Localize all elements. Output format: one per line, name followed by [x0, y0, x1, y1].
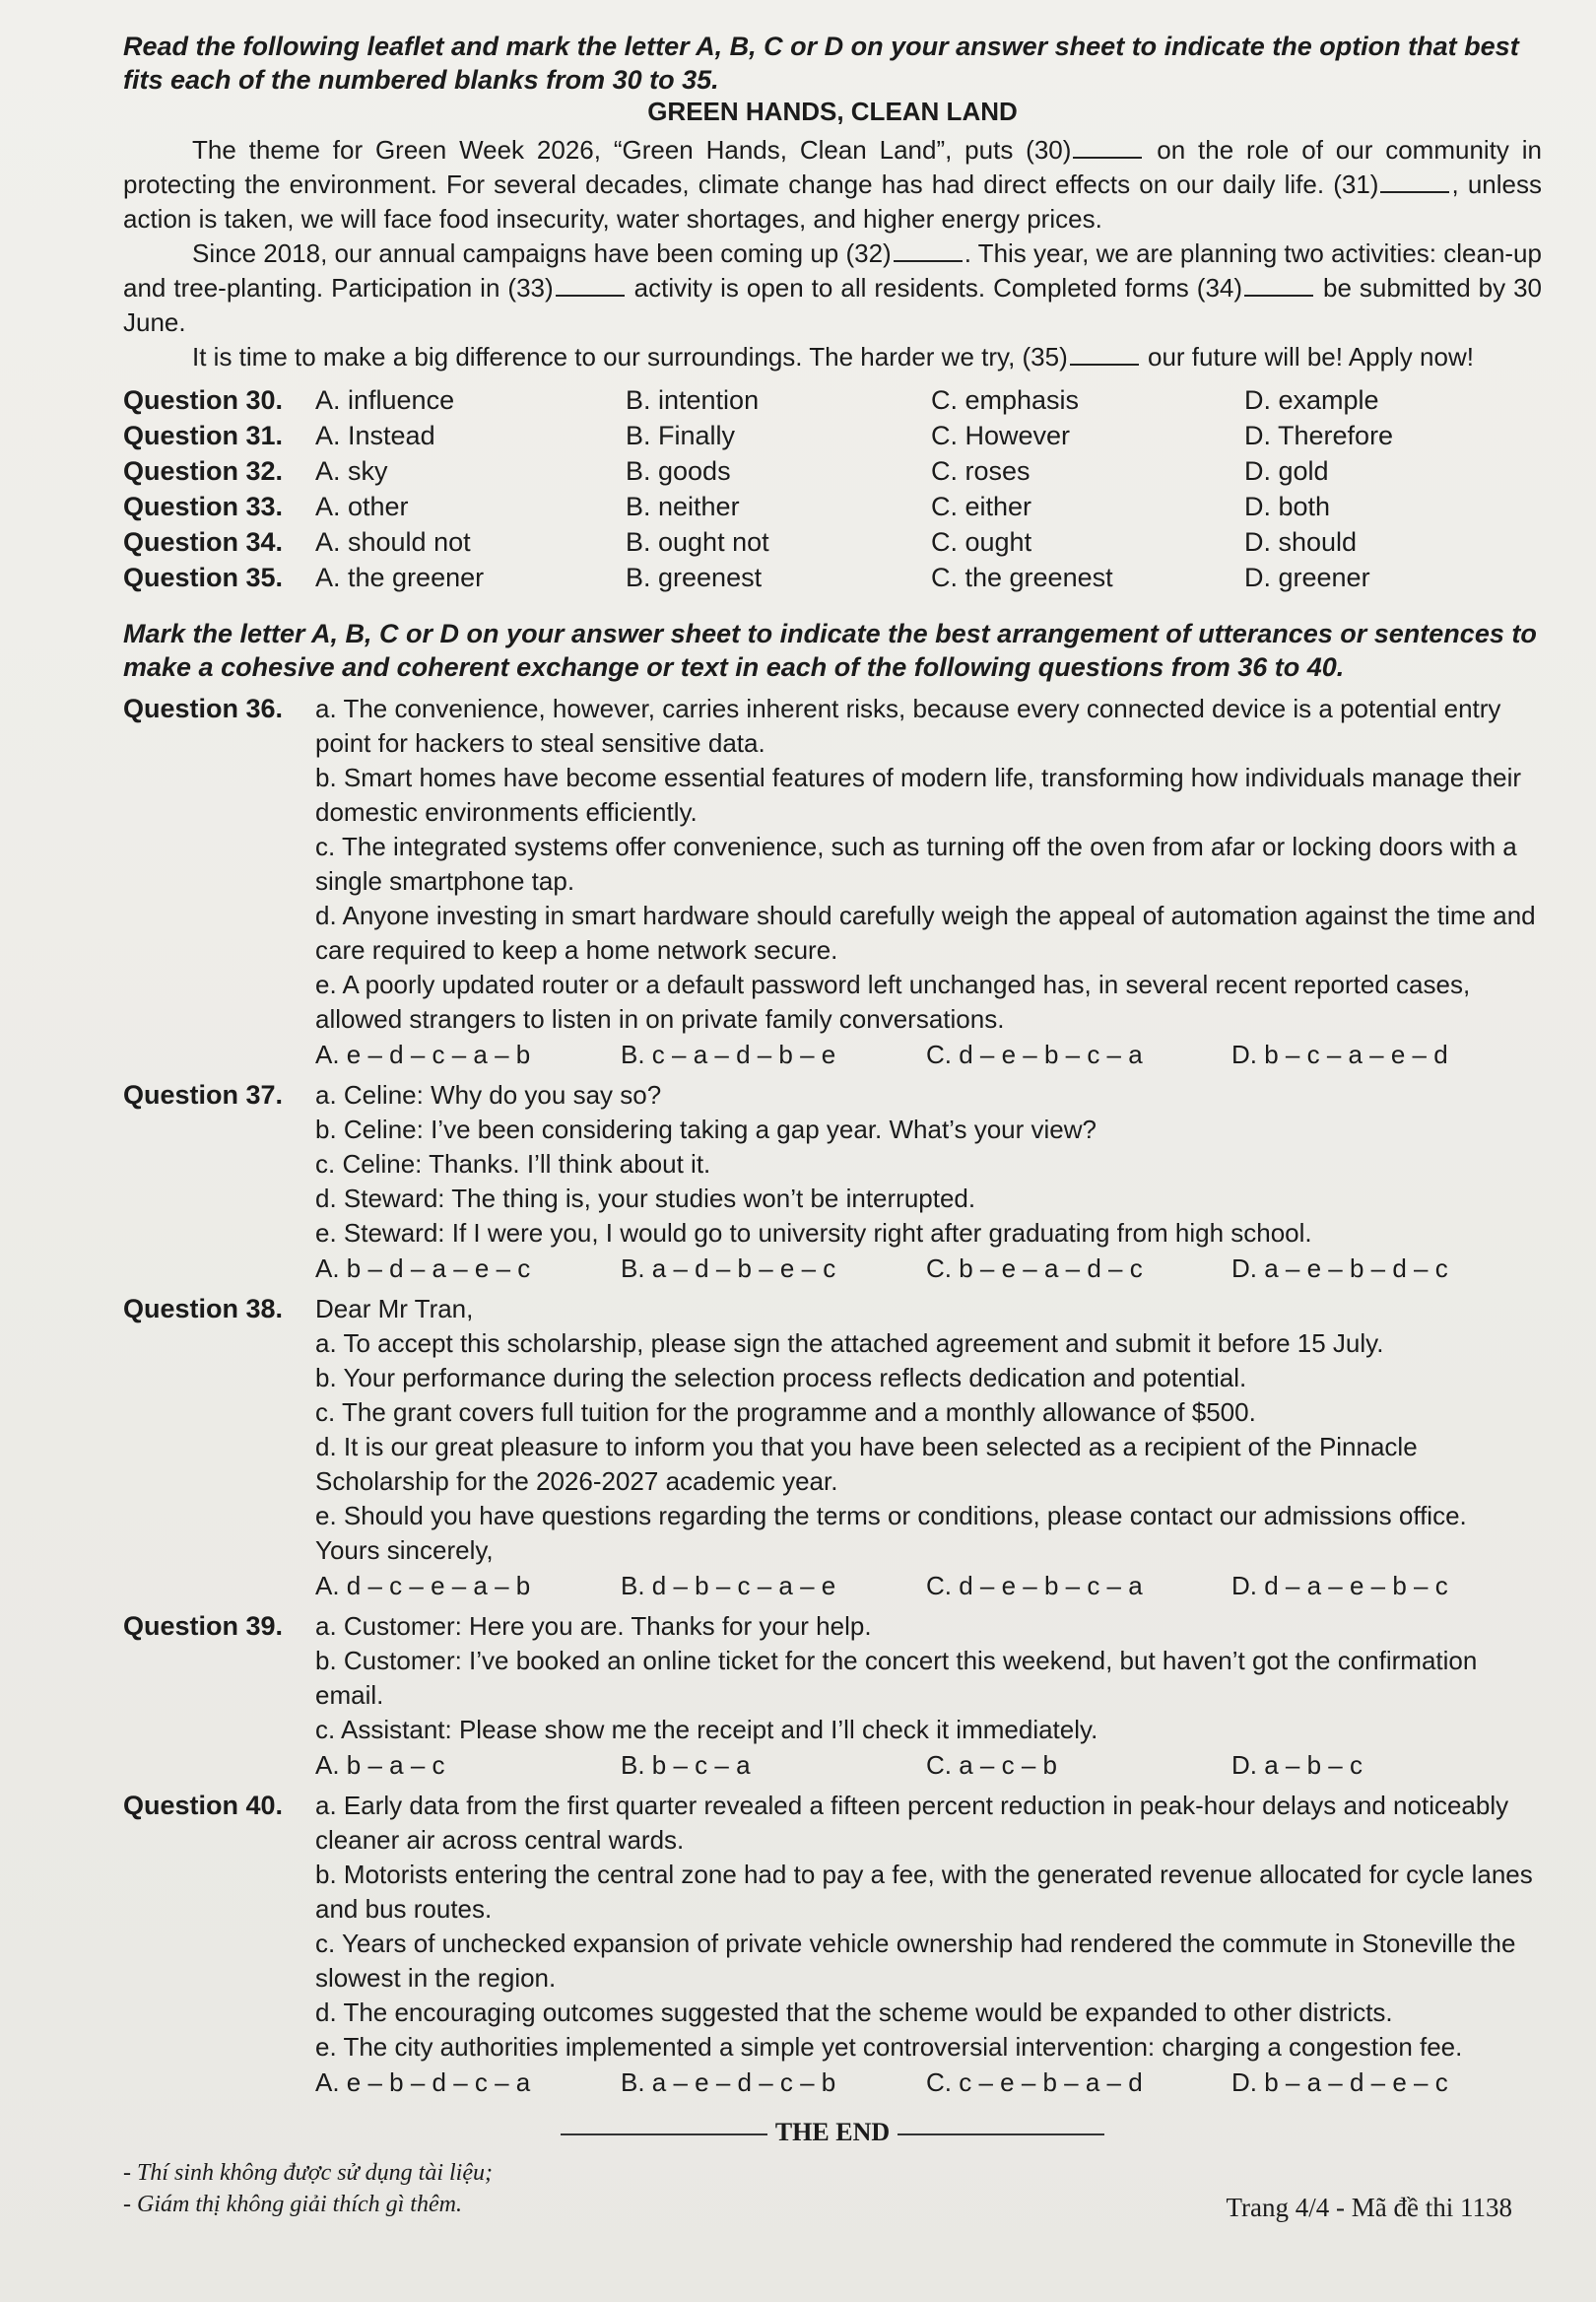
question-30	[123, 382, 1542, 418]
blank-line	[556, 294, 625, 297]
option-d[interactable]: D. a – e – b – d – c	[1231, 1253, 1448, 1283]
leaflet-paragraph-1	[123, 133, 1542, 237]
sentence-item: d. The encouraging outcomes suggested that the scheme would be expanded to other districts.	[315, 1997, 1393, 2027]
option-a[interactable]: A. should not	[315, 527, 471, 557]
question-label: Question 30.	[123, 385, 284, 415]
text-run: Since 2018, our annual campaigns have been coming up (32)	[192, 238, 892, 268]
text-run: on the role of our community in protecting the environment. For several decades, climate change has had direct effects on our daily life. (31)	[123, 135, 1542, 199]
sentence-item: c. Years of unchecked expansion of private vehicle ownership had rendered the commute in Stoneville the slowest in the region.	[315, 1929, 1516, 1993]
text-run: our future will be! Apply now!	[1140, 342, 1474, 372]
text-run: The theme for Green Week 2026, “Green Hands, Clean Land”, puts (30)	[192, 135, 1072, 165]
question-39	[123, 1609, 1542, 1783]
page-content	[123, 30, 1542, 2220]
question-label: Question 38.	[123, 1294, 284, 1323]
sentence-item: c. The integrated systems offer convenience, such as turning off the oven from afar or locking doors with a single smartphone tap.	[315, 832, 1517, 896]
option-d[interactable]: D. gold	[1244, 456, 1329, 486]
utterance-item: a. Customer: Here you are. Thanks for your help.	[315, 1611, 872, 1641]
utterance-item: c. Celine: Thanks. I’ll think about it.	[315, 1149, 711, 1179]
letter-closing: Yours sincerely,	[315, 1535, 494, 1565]
option-b[interactable]: B. greenest	[626, 563, 763, 592]
option-d[interactable]: D. greener	[1244, 563, 1370, 592]
sentence-item: a. Early data from the first quarter revealed a fifteen percent reduction in peak-hour delays and noticeably cleaner air across central wards.	[315, 1791, 1509, 1855]
option-d[interactable]: D. d – a – e – b – c	[1231, 1571, 1448, 1600]
option-d[interactable]: D. b – a – d – e – c	[1231, 2067, 1448, 2097]
mcq-list	[123, 382, 1542, 595]
page-footer: Trang 4/4 - Mã đề thi 1138	[1226, 2193, 1512, 2222]
option-d[interactable]: D. Therefore	[1244, 421, 1394, 450]
option-a[interactable]: A. b – d – a – e – c	[315, 1253, 531, 1283]
option-a[interactable]: A. other	[315, 492, 409, 521]
sentence-item: e. A poorly updated router or a default password left unchanged has, in several recent reported cases, allowed strangers to listen in on private family conversations.	[315, 970, 1471, 1034]
question-label: Question 36.	[123, 694, 284, 723]
question-label: Question 35.	[123, 563, 284, 592]
option-d[interactable]: D. b – c – a – e – d	[1231, 1040, 1448, 1069]
utterance-item: b. Customer: I’ve booked an online ticket for the concert this weekend, but haven’t got the confirmation email.	[315, 1646, 1478, 1710]
sentence-item: e. Should you have questions regarding the terms or conditions, please contact our admissions office.	[315, 1501, 1467, 1530]
utterance-item: d. Steward: The thing is, your studies won’t be interrupted.	[315, 1184, 976, 1213]
blank-line	[1244, 294, 1313, 297]
option-c[interactable]: C. d – e – b – c – a	[926, 1571, 1143, 1600]
blank-line	[1073, 156, 1142, 159]
leaflet-paragraph-2	[123, 237, 1542, 340]
question-35	[123, 560, 1542, 595]
utterance-item: a. Celine: Why do you say so?	[315, 1080, 662, 1110]
leaflet-paragraph-3	[123, 340, 1542, 374]
option-c[interactable]: C. ought	[931, 527, 1032, 557]
utterance-item: b. Celine: I’ve been considering taking a gap year. What’s your view?	[315, 1115, 1097, 1144]
sentence-item: b. Motorists entering the central zone had to pay a fee, with the generated revenue allocated for cycle lanes and bus routes.	[315, 1860, 1533, 1924]
option-a[interactable]: A. sky	[315, 456, 388, 486]
sentence-item: e. The city authorities implemented a simple yet controversial intervention: charging a congestion fee.	[315, 2032, 1463, 2062]
answer-options	[315, 1747, 1542, 1783]
the-end-marker	[123, 2118, 1542, 2147]
utterance-item: e. Steward: If I were you, I would go to university right after graduating from high school.	[315, 1218, 1312, 1248]
sentence-item: d. It is our great pleasure to inform you that you have been selected as a recipient of the Pinnacle Scholarship for the 2026-2027 academic year.	[315, 1432, 1418, 1496]
question-label: Question 34.	[123, 527, 284, 557]
question-40	[123, 1789, 1542, 2100]
question-label: Question 32.	[123, 456, 284, 486]
question-38	[123, 1292, 1542, 1603]
option-c[interactable]: C. However	[931, 421, 1071, 450]
option-b[interactable]: B. Finally	[626, 421, 736, 450]
text-run: activity is open to all residents. Completed forms (34)	[626, 273, 1243, 303]
option-a[interactable]: A. d – c – e – a – b	[315, 1571, 531, 1600]
blank-line	[894, 259, 963, 262]
answer-options	[315, 1037, 1542, 1072]
sentence-item: a. To accept this scholarship, please sign the attached agreement and submit it before 15 July.	[315, 1328, 1384, 1358]
option-a[interactable]: A. Instead	[315, 421, 435, 450]
option-d[interactable]: D. both	[1244, 492, 1331, 521]
option-b[interactable]: B. a – e – d – c – b	[621, 2067, 836, 2097]
section1-instruction: Read the following leaflet and mark the letter A, B, C or D on your answer sheet to indicate the option that best fits each of the numbered blanks from 30 to 35.	[123, 32, 1519, 95]
question-31	[123, 418, 1542, 453]
question-label: Question 40.	[123, 1791, 284, 1820]
option-b[interactable]: B. goods	[626, 456, 731, 486]
answer-options	[315, 1251, 1542, 1286]
question-label: Question 39.	[123, 1611, 284, 1641]
question-36	[123, 692, 1542, 1072]
blank-line	[1070, 363, 1139, 366]
answer-options	[315, 1568, 1542, 1603]
question-body	[315, 1789, 1542, 2100]
option-b[interactable]: B. intention	[626, 385, 760, 415]
option-d[interactable]: D. should	[1244, 527, 1358, 557]
sentence-item: c. The grant covers full tuition for the programme and a monthly allowance of $500.	[315, 1397, 1256, 1427]
option-c[interactable]: C. the greenest	[931, 563, 1113, 592]
option-d[interactable]: D. example	[1244, 385, 1379, 415]
option-c[interactable]: C. emphasis	[931, 385, 1080, 415]
question-37	[123, 1078, 1542, 1286]
text-run: . This year, we are planning two activities: clean-up and tree-planting. Participation in (33)	[123, 238, 1542, 303]
option-b[interactable]: B. c – a – d – b – e	[621, 1040, 836, 1069]
divider-line	[898, 2133, 1104, 2135]
option-c[interactable]: C. c – e – b – a – d	[926, 2067, 1143, 2097]
sentence-item: b. Smart homes have become essential features of modern life, transforming how individuals manage their domestic environments efficiently.	[315, 763, 1522, 827]
option-b[interactable]: B. ought not	[626, 527, 769, 557]
option-b[interactable]: B. neither	[626, 492, 740, 521]
note-item: - Thí sinh không được sử dụng tài liệu;	[123, 2160, 493, 2186]
section2-instruction: Mark the letter A, B, C or D on your answer sheet to indicate the best arrangement of utterances or sentences to make a cohesive and coherent exchange or text in each of the following questions from 36 to 40.	[123, 619, 1537, 682]
question-32	[123, 453, 1542, 489]
question-body	[315, 1292, 1542, 1603]
question-label: Question 33.	[123, 492, 284, 521]
option-c[interactable]: C. a – c – b	[926, 1750, 1057, 1780]
question-body	[315, 1078, 1542, 1286]
letter-greeting: Dear Mr Tran,	[315, 1294, 474, 1323]
option-b[interactable]: B. d – b – c – a – e	[621, 1571, 836, 1600]
option-c[interactable]: C. d – e – b – c – a	[926, 1040, 1143, 1069]
option-b[interactable]: B. a – d – b – e – c	[621, 1253, 836, 1283]
question-33	[123, 489, 1542, 524]
option-c[interactable]: C. roses	[931, 456, 1031, 486]
text-run: It is time to make a big difference to our surroundings. The harder we try, (35)	[192, 342, 1068, 372]
option-d[interactable]: D. a – b – c	[1231, 1750, 1363, 1780]
question-label: Question 31.	[123, 421, 284, 450]
sentence-item: a. The convenience, however, carries inherent risks, because every connected device is a potential entry point for hackers to steal sensitive data.	[315, 694, 1501, 758]
text-run: , unless action is taken, we will face food insecurity, water shortages, and higher energy prices.	[123, 169, 1542, 234]
option-a[interactable]: A. e – d – c – a – b	[315, 1040, 531, 1069]
blank-line	[1380, 190, 1449, 193]
text-run: be submitted by 30 June.	[123, 273, 1543, 337]
end-text: THE END	[774, 2118, 891, 2146]
question-body	[315, 1609, 1542, 1783]
answer-options	[315, 2065, 1542, 2100]
divider-line	[561, 2133, 767, 2135]
option-c[interactable]: C. either	[931, 492, 1032, 521]
leaflet-title: GREEN HANDS, CLEAN LAND	[647, 97, 1018, 126]
option-a[interactable]: A. b – a – c	[315, 1750, 445, 1780]
sentence-item: d. Anyone investing in smart hardware should carefully weigh the appeal of automation against the time and care required to keep a home network secure.	[315, 901, 1536, 965]
option-a[interactable]: A. influence	[315, 385, 455, 415]
option-a[interactable]: A. e – b – d – c – a	[315, 2067, 531, 2097]
option-c[interactable]: C. b – e – a – d – c	[926, 1253, 1143, 1283]
option-b[interactable]: B. b – c – a	[621, 1750, 751, 1780]
option-a[interactable]: A. the greener	[315, 563, 485, 592]
note-item: - Giám thị không giải thích gì thêm.	[123, 2192, 462, 2217]
question-label: Question 37.	[123, 1080, 284, 1110]
question-34	[123, 524, 1542, 560]
question-body	[315, 692, 1542, 1072]
utterance-item: c. Assistant: Please show me the receipt and I’ll check it immediately.	[315, 1715, 1098, 1744]
sentence-item: b. Your performance during the selection process reflects dedication and potential.	[315, 1363, 1247, 1392]
